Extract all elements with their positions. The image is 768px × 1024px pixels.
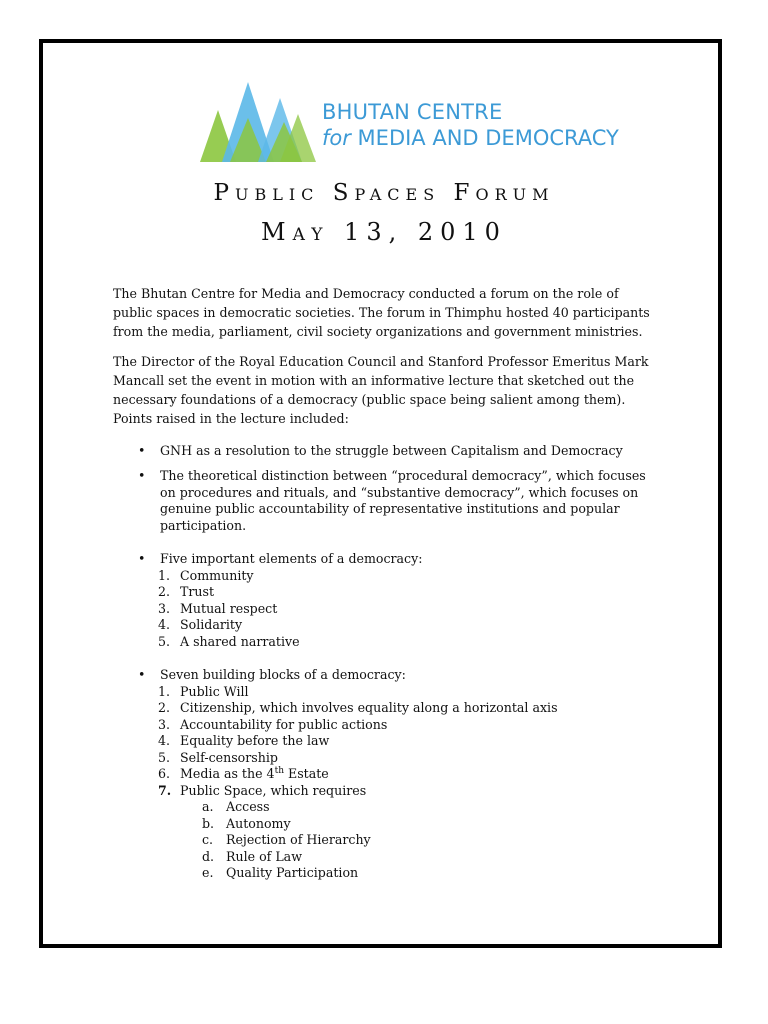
- list-item: 2. Citizenship, which involves equality along a horizontal axis: [158, 700, 558, 715]
- list-item: [138, 551, 658, 568]
- list-item: 4. Equality before the law: [158, 733, 330, 748]
- list-item: 1. Public Will: [158, 683, 249, 699]
- list-item: [138, 667, 658, 684]
- document-title: Public Spaces Forum: [213, 180, 555, 206]
- list-item: c. Rejection of Hierarchy: [202, 832, 371, 847]
- logo-text-for: for: [322, 126, 351, 150]
- list-item: 5. Self-censorship: [158, 749, 278, 765]
- bullet-list: [138, 667, 658, 882]
- list-item: e. Quality Participation: [202, 865, 359, 880]
- list-item: 2. Trust: [158, 584, 215, 599]
- bullet-icon: •: [138, 551, 146, 566]
- bcmd-logo: [200, 80, 620, 172]
- bullet-list: [138, 468, 658, 534]
- list-item: 6. Media as the 4th Estate: [158, 765, 329, 781]
- bullet-text: Five important elements of a democracy:: [160, 551, 423, 566]
- bullet-icon: •: [138, 468, 146, 483]
- list-item: [138, 468, 658, 534]
- bullet-list: [138, 551, 658, 650]
- mountain-logo-icon: [200, 80, 320, 172]
- list-item: b. Autonomy: [202, 815, 291, 831]
- logo-text-rest: MEDIA AND DEMOCRACY: [350, 126, 619, 150]
- list-item: a. Access: [202, 799, 270, 814]
- list-item: 3. Accountability for public actions: [158, 716, 388, 732]
- list-item: [138, 443, 658, 460]
- document-date: May 13, 2010: [261, 218, 507, 246]
- list-item: 4. Solidarity: [158, 617, 243, 632]
- list-item: 7. Public Space, which requires: [158, 782, 367, 798]
- list-item: 1. Community: [158, 567, 254, 583]
- bullet-icon: •: [138, 443, 146, 458]
- intro-paragraph: The Bhutan Centre for Media and Democracy conducted a forum on the role of public spaces in democratic societies. The forum in Thimphu hosted 40 participants from the media, parliament, civil society organizations and government ministries.: [113, 286, 650, 339]
- bullet-text: GNH as a resolution to the struggle between Capitalism and Democracy: [160, 443, 623, 458]
- bullet-icon: •: [138, 667, 146, 682]
- list-item: d. Rule of Law: [202, 848, 302, 864]
- logo-text-line1: BHUTAN CENTRE: [322, 100, 503, 124]
- logo-text-line2: [322, 126, 619, 150]
- bullet-text: The theoretical distinction between “procedural democracy”, which focuses on procedures and rituals, and “substantive democracy”, which focuses on genuine public accountability of representative institutions and popular participation.: [160, 468, 646, 533]
- list-item: 5. A shared narrative: [158, 633, 300, 649]
- list-item: 3. Mutual respect: [158, 600, 278, 616]
- bullet-list: [138, 443, 658, 460]
- bullet-text: Seven building blocks of a democracy:: [160, 667, 406, 682]
- lecture-paragraph: The Director of the Royal Education Council and Stanford Professor Emeritus Mark Mancall set the event in motion with an informative lecture that sketched out the necessary foundations of a democracy (public space being salient among them). Points raised in the lecture included:: [113, 354, 649, 426]
